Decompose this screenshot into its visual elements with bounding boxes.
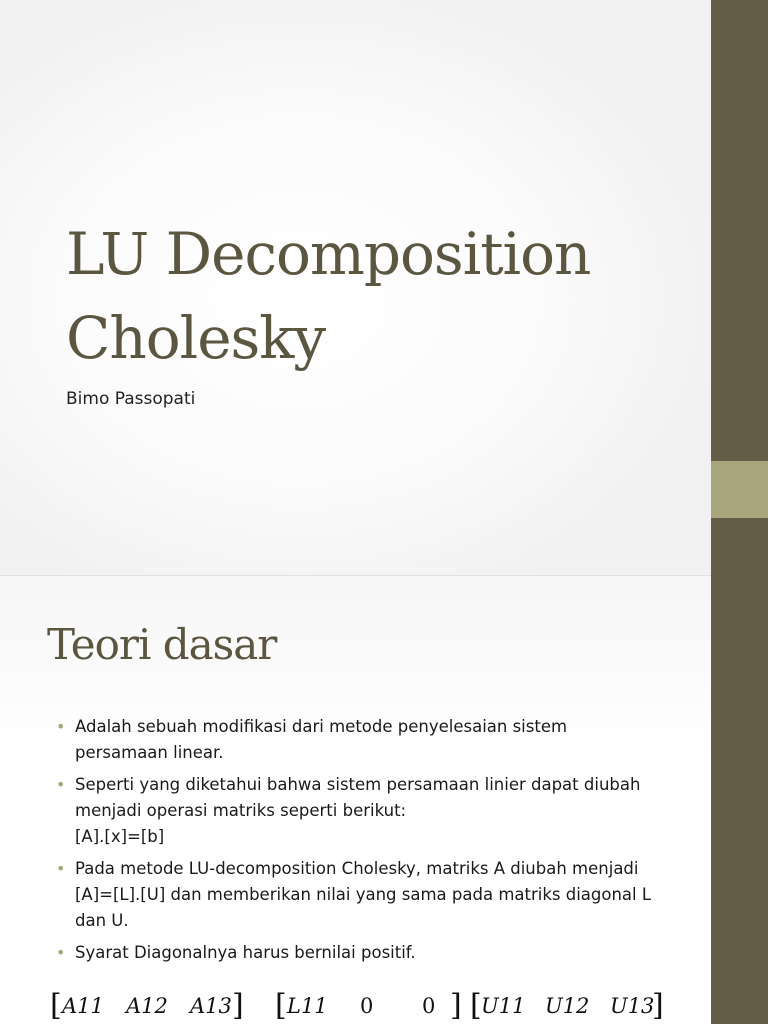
bullet-line: Pada metode LU-decomposition Cholesky, matriks A diubah menjadi (75, 859, 639, 878)
author-name: Bimo Passopati (66, 389, 196, 409)
matrix-bracket: [ (50, 988, 62, 1023)
bullet-line: Adalah sebuah modifikasi dari metode penyelesaian sistem (75, 717, 568, 736)
bullet-line: Seperti yang diketahui bahwa sistem persamaan linier dapat diubah (75, 775, 641, 794)
bullet-list (56, 714, 686, 972)
bullet-line: persamaan linear. (75, 743, 224, 762)
matrix-bracket: ] (450, 988, 462, 1023)
matrix-bracket: ] (652, 988, 664, 1023)
matrix-equation (50, 990, 670, 1024)
matrix-l-cell: 0 (360, 994, 374, 1018)
title-line-2: Cholesky (66, 304, 326, 372)
bullet-line: menjadi operasi matriks seperti berikut: (75, 801, 407, 820)
bullet-dot-icon: • (56, 717, 66, 736)
bullet-line: dan U. (75, 911, 129, 930)
bullet-line: [A]=[L].[U] dan memberikan nilai yang sama pada matriks diagonal L (75, 885, 652, 904)
matrix-a-cell: A13 (190, 994, 232, 1018)
matrix-bracket: ] (232, 988, 244, 1023)
bullet-item (56, 856, 686, 934)
side-bar-accent (711, 461, 768, 518)
matrix-l-cell: L11 (287, 994, 328, 1018)
matrix-a-cell: A11 (62, 994, 104, 1018)
matrix-bracket: [ (275, 988, 287, 1023)
matrix-u-cell: U11 (481, 994, 526, 1018)
slide-title (66, 212, 706, 380)
matrix-bracket: [ (470, 988, 482, 1023)
bullet-line: Syarat Diagonalnya harus bernilai positif. (75, 943, 416, 962)
bullet-line: [A].[x]=[b] (75, 827, 165, 846)
bullet-item (56, 772, 686, 850)
bullet-dot-icon: • (56, 775, 66, 794)
slide-heading: Teori dasar (47, 620, 277, 669)
matrix-u-cell: U12 (545, 994, 590, 1018)
bullet-item (56, 940, 686, 966)
matrix-a-cell: A12 (126, 994, 168, 1018)
bullet-dot-icon: • (56, 943, 66, 962)
matrix-u-cell: U13 (610, 994, 655, 1018)
bullet-dot-icon: • (56, 859, 66, 878)
title-line-1: LU Decomposition (66, 220, 591, 288)
matrix-l-cell: 0 (422, 994, 436, 1018)
bullet-item (56, 714, 686, 766)
